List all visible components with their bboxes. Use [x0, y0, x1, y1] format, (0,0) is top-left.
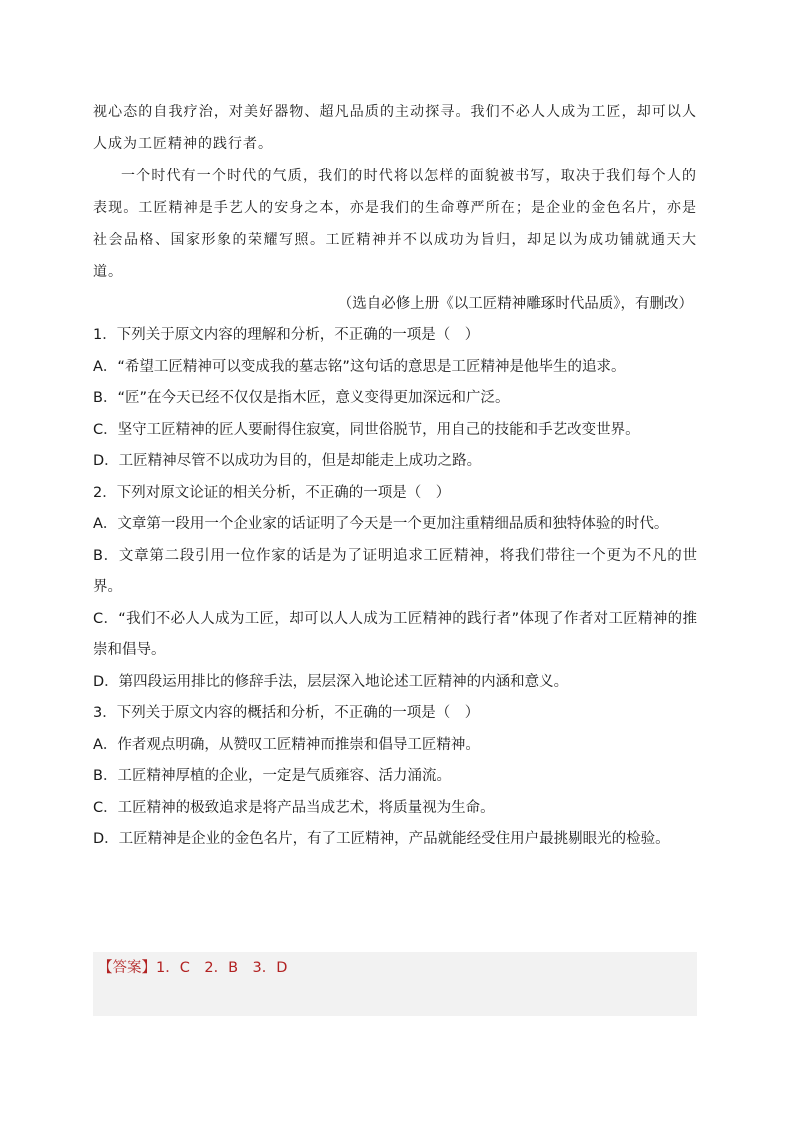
passage-paragraph: 视心态的自我疗治，对美好器物、超凡品质的主动探寻。我们不必人人成为工匠，却可以人人成为工匠精神的践行者。 [93, 104, 697, 152]
option-b: B．文章第二段引用一位作家的话是为了证明追求工匠精神，将我们带往一个更为不凡的世界。 [93, 547, 697, 595]
option-d: D．第四段运用排比的修辞手法，层层深入地论述工匠精神的内涵和意义。 [93, 673, 569, 690]
option-d: D．工匠精神是企业的金色名片，有了工匠精神，产品就能经受住用户最挑剔眼光的检验。 [93, 831, 670, 847]
option-b: B．“匠”在今天已经不仅仅是指木匠，意义变得更加深远和广泛。 [93, 390, 510, 406]
passage-source: （选自必修上册《以工匠精神雕琢时代品质》，有删改） [337, 296, 693, 312]
passage [93, 96, 697, 288]
option-b: B．工匠精神厚植的企业，一定是气质雍容、活力涌流。 [93, 768, 451, 784]
question-3 [93, 698, 697, 856]
answer-text: 1．C 2．B 3．D [156, 960, 288, 976]
option-d: D．工匠精神尽管不以成功为目的，但是却能走上成功之路。 [93, 453, 482, 469]
option-c: C．“我们不必人人成为工匠，却可以人人成为工匠精神的践行者”体现了作者对工匠精神的推崇和倡导。 [93, 610, 697, 658]
answer-line [98, 956, 287, 980]
option-c: C．工匠精神的极致追求是将产品当成艺术，将质量视为生命。 [93, 799, 495, 816]
option-a: A．作者观点明确，从赞叹工匠精神而推崇和倡导工匠精神。 [93, 736, 480, 753]
answer-box [93, 952, 697, 1016]
question-1 [93, 320, 697, 478]
option-c: C．坚守工匠精神的匠人要耐得住寂寞，同世俗脱节，用自己的技能和手艺改变世界。 [93, 421, 640, 438]
question-2 [93, 478, 697, 699]
option-a: A．“希望工匠精神可以变成我的墓志铭”这句话的意思是工匠精神是他毕生的追求。 [93, 358, 626, 375]
answer-tag: 【答案】 [98, 960, 156, 976]
document-content [93, 96, 697, 856]
passage-paragraph: 一个时代有一个时代的气质，我们的时代将以怎样的面貌被书写，取决于我们每个人的表现。工匠精神是手艺人的安身之本，亦是我们的生命尊严所在；是企业的金色名片，亦是社会品格、国家形象的荣耀写照。工匠精神并不以成功为旨归，却足以为成功铺就通天大道。 [93, 168, 697, 280]
option-a: A．文章第一段用一个企业家的话证明了今天是一个更加注重精细品质和独特体验的时代。 [93, 516, 669, 532]
question-stem: 3．下列关于原文内容的概括和分析，不正确的一项是（ ） [93, 705, 480, 721]
question-stem: 2．下列对原文论证的相关分析，不正确的一项是（ ） [93, 484, 451, 501]
question-stem: 1．下列关于原文内容的理解和分析，不正确的一项是（ ） [93, 327, 480, 343]
